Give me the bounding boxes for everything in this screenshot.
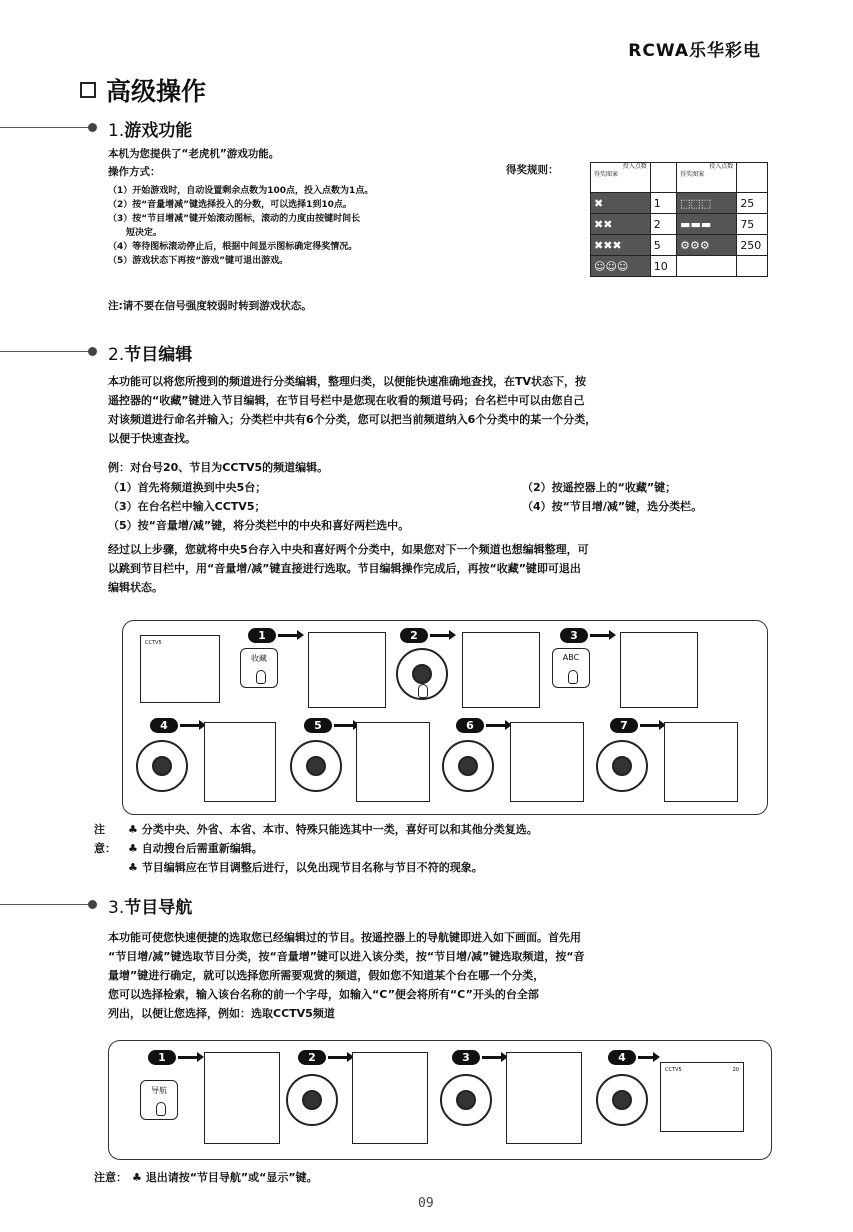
arrow-right-icon: [638, 1056, 654, 1059]
remote-dpad-icon: [442, 740, 494, 792]
section1-heading: [108, 116, 192, 141]
menu-screen: [204, 722, 276, 802]
hand-pointer-icon: [418, 684, 428, 698]
step-line: （5）游戏状态下再按“游戏”键可退出游戏。: [108, 256, 289, 266]
section-rule: [0, 351, 92, 352]
step-line: （1）开始游戏时，自动设置剩余点数为100点，投入点数为1点。: [108, 186, 374, 196]
step-badge: 2: [400, 628, 428, 643]
menu-screen: [620, 632, 698, 708]
hand-pointer-icon: [156, 1102, 166, 1116]
nav-menu-screen: [352, 1052, 428, 1144]
hand-pointer-icon: [568, 670, 578, 684]
step-badge: 4: [608, 1050, 636, 1065]
arrow-right-icon: [328, 1056, 348, 1059]
step-badge: 6: [456, 718, 484, 733]
bullet-dot-icon: [88, 123, 97, 132]
table-row: ✖ 1 ⬚⬚⬚ 25: [591, 193, 768, 214]
section3-title: 节目导航: [124, 898, 193, 918]
step-line: 短决定。: [108, 228, 163, 238]
remote-dpad-icon: [440, 1074, 492, 1126]
step-line: （4）等待图标滚动停止后，根据中间显示图标确定得奖情况。: [108, 242, 358, 252]
remote-dpad-icon: [596, 1074, 648, 1126]
arrow-right-icon: [180, 724, 200, 727]
bullet-dot-icon: [88, 347, 97, 356]
section2-paragraph: 本功能可以将您所搜到的频道进行分类编辑，整理归类，以便能快速准确地查找，在TV状态下，按 遥控器的“收藏”键进入节目编辑，在节目号栏中是您现在收看的频道号码；台名栏中可以由您自己 对该频道进行命名并输入；分类栏中共有6个分类，您可以把当前频道纳入6个分类中的某一个分类， 以便于快速查找。: [108, 375, 597, 445]
slot-icon: ✖✖✖: [591, 235, 651, 256]
note-label: 注意：: [94, 1171, 127, 1184]
step-badge: 7: [610, 718, 638, 733]
section2-example: 例：对台号20、节目为CCTV5的频道编辑。: [108, 461, 329, 474]
section1-title: 游戏功能: [124, 121, 193, 141]
step-badge: 1: [248, 628, 276, 643]
arrow-right-icon: [278, 634, 298, 637]
step-badge: 3: [560, 628, 588, 643]
prize-label: 得奖规则：: [506, 164, 559, 176]
abc-key-icon: ABC: [552, 648, 590, 688]
tv-final-screen: CCTV5 20: [660, 1062, 744, 1132]
arrow-right-icon: [486, 724, 506, 727]
arrow-right-icon: [430, 634, 450, 637]
step-badge: 5: [304, 718, 332, 733]
title-checkbox-icon: [80, 82, 96, 98]
step-badge: 2: [298, 1050, 326, 1065]
table-header-cell: 投入点数 得奖图案: [677, 163, 737, 193]
nav-menu-screen: [506, 1052, 582, 1144]
section2-number: 2.: [108, 345, 125, 365]
section3-paragraph: 本功能可使您快速便捷的选取您已经编辑过的节目。按遥控器上的导航键即进入如下画面。首先用 “节目增/减”键选取节目分类，按“音量增”键可以进入该分类，按“节目增/减”键选取频道，按“音 量增”键进行确定，就可以选择您所需要观赏的频道，假如您不知道某个台在哪一个分类， 您可以选择检索，输入该台名称的前一个字母，如输入“C”便会将所有“C”开头的台全部 列出，以便让您选择，例如：选取CCTV5频道: [108, 931, 585, 1020]
table-header-cell: 投入点数 得奖图案: [591, 163, 651, 193]
slot-icon: ☺☺☺: [591, 256, 651, 277]
section2-paragraph2: 经过以上步骤，您就将中央5台存入中央和喜好两个分类中，如果您对下一个频道也想编辑整理，可 以跳到节目栏中，用“音量增/减”键直接进行选取。节目编辑操作完成后，再按“收藏”键即可退出 编辑状态。: [108, 543, 589, 594]
step-badge: 3: [452, 1050, 480, 1065]
section-rule: [0, 904, 92, 905]
section1-intro: 本机为您提供了“老虎机”游戏功能。: [108, 148, 280, 160]
nav-menu-screen: [204, 1052, 280, 1144]
hand-pointer-icon: [256, 670, 266, 684]
section1-steps: [108, 184, 468, 268]
prize-table: [590, 162, 768, 277]
menu-screen: [356, 722, 430, 802]
section1-number: 1.: [108, 121, 125, 141]
step-badge: 1: [148, 1050, 176, 1065]
nav-key-icon: 导航: [140, 1080, 178, 1120]
arrow-right-icon: [178, 1056, 198, 1059]
brand-logo: RCWA乐华彩电: [628, 41, 761, 61]
step-badge: 4: [150, 718, 178, 733]
section2-heading: [108, 340, 192, 365]
section3-number: 3.: [108, 898, 125, 918]
step-line: （3）按“节目增减”键开始滚动图标，滚动的力度由按键时间长: [108, 214, 361, 224]
arrow-right-icon: [640, 724, 660, 727]
section2-title: 节目编辑: [124, 345, 193, 365]
section-rule: [0, 127, 92, 128]
remote-dpad-icon: [596, 740, 648, 792]
step-line: （2）按“音量增减”键选择投入的分数，可以选择1到10点。: [108, 200, 352, 210]
section1-method-label: 操作方式：: [108, 166, 161, 178]
tv-screen: CCTV5: [140, 635, 220, 703]
slot-icon: ⬚⬚⬚: [677, 193, 737, 214]
section2-steps-left: （1）首先将频道换到中央5台； （3）在台名栏中输入CCTV5； （5）按“音量增/减”键，将分类栏中的中央和喜好两栏选中。: [108, 481, 410, 532]
menu-screen: [308, 632, 386, 708]
table-row: ✖✖✖ 5 ⚙⚙⚙ 250: [591, 235, 768, 256]
arrow-right-icon: [334, 724, 354, 727]
section2-steps-right: （2）按遥控器上的“收藏”键； （4）按“节目增/减”键，选分类栏。: [522, 481, 703, 513]
section1-note: 注:请不要在信号强度较弱时转到游戏状态。: [108, 300, 312, 312]
section3-heading: [108, 893, 192, 918]
menu-screen: [462, 632, 540, 708]
notes-label: 注意：: [94, 823, 116, 855]
table-row: ✖✖ 2 ▬▬▬ 75: [591, 214, 768, 235]
arrow-right-icon: [590, 634, 610, 637]
table-row: ☺☺☺ 10: [591, 256, 768, 277]
fav-key-icon: 收藏: [240, 648, 278, 688]
slot-icon: ✖: [591, 193, 651, 214]
bullet-dot-icon: [88, 900, 97, 909]
menu-screen: [510, 722, 584, 802]
section2-notes: ♣ 分类中央、外省、本省、本市、特殊只能选其中一类，喜好可以和其他分类复选。 ♣ 自动搜台后需重新编辑。 ♣ 节目编辑应在节目调整后进行，以免出现节目名称与节目不符的现象。: [128, 823, 538, 874]
page-title: 高级操作: [106, 77, 207, 106]
remote-dpad-icon: [286, 1074, 338, 1126]
page-number: 09: [418, 1196, 434, 1211]
arrow-right-icon: [482, 1056, 502, 1059]
remote-dpad-icon: [136, 740, 188, 792]
section3-note: ♣ 退出请按“节目导航”或“显示”键。: [132, 1171, 318, 1184]
remote-dpad-icon: [290, 740, 342, 792]
slot-icon: ⚙⚙⚙: [677, 235, 737, 256]
menu-screen: [664, 722, 738, 802]
slot-icon: ▬▬▬: [677, 214, 737, 235]
slot-icon: ✖✖: [591, 214, 651, 235]
